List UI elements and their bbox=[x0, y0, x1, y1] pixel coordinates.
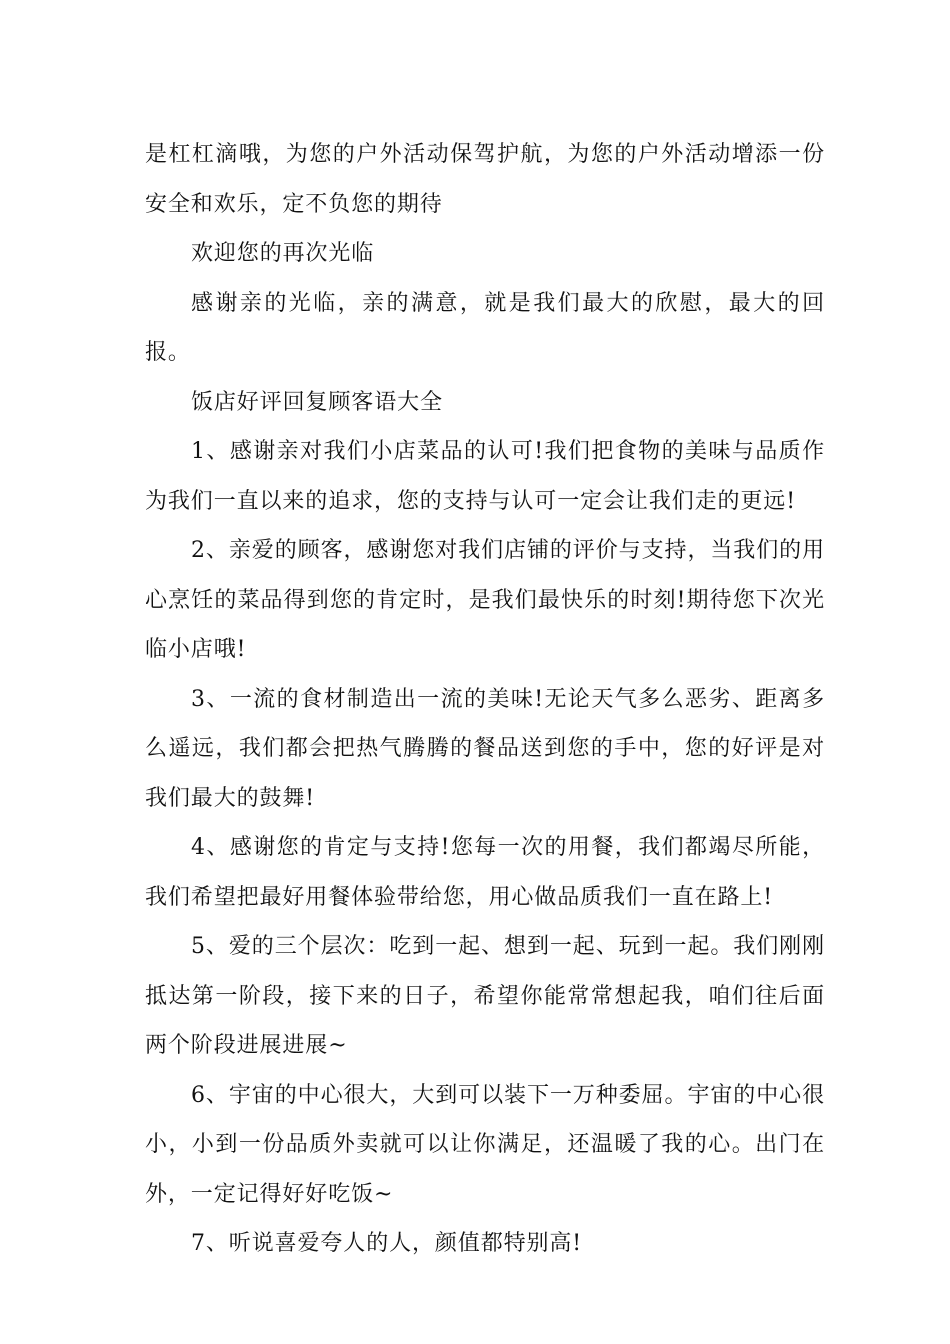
list-item: 6、宇宙的中心很大，大到可以装下一万种委屈。宇宙的中心很小，小到一份品质外卖就可以让你满足，还温暖了我的心。出门在外，一定记得好好吃饭~ bbox=[145, 1082, 825, 1207]
list-item: 4、感谢您的肯定与支持!您每一次的用餐，我们都竭尽所能，我们希望把最好用餐体验带给您，用心做品质我们一直在路上! bbox=[145, 835, 825, 910]
paragraph-thanks: 感谢亲的光临，亲的满意，就是我们最大的欣慰，最大的回报。 bbox=[145, 290, 825, 365]
list-item: 5、爱的三个层次：吃到一起、想到一起、玩到一起。我们刚刚抵达第一阶段，接下来的日子，希望你能常常想起我，咱们往后面两个阶段进展进展~ bbox=[145, 934, 825, 1058]
list-item: 1、感谢亲对我们小店菜品的认可!我们把食物的美味与品质作为我们一直以来的追求，您的支持与认可一定会让我们走的更远! bbox=[145, 439, 825, 514]
paragraph-continuation: 是杠杠滴哦，为您的户外活动保驾护航，为您的户外活动增添一份安全和欢乐，定不负您的期待 bbox=[145, 142, 825, 217]
document-body bbox=[145, 130, 825, 1269]
paragraph-welcome-back: 欢迎您的再次光临 bbox=[191, 241, 375, 266]
section-heading: 饭店好评回复顾客语大全 bbox=[191, 389, 443, 415]
list-item: 2、亲爱的顾客，感谢您对我们店铺的评价与支持，当我们的用心烹饪的菜品得到您的肯定时，是我们最快乐的时刻!期待您下次光临小店哦! bbox=[145, 538, 825, 662]
list-item: 3、一流的食材制造出一流的美味!无论天气多么恶劣、距离多么遥远，我们都会把热气腾腾的餐品送到您的手中，您的好评是对我们最大的鼓舞! bbox=[145, 686, 825, 811]
list-item: 7、听说喜爱夸人的人，颜值都特别高! bbox=[191, 1231, 583, 1256]
